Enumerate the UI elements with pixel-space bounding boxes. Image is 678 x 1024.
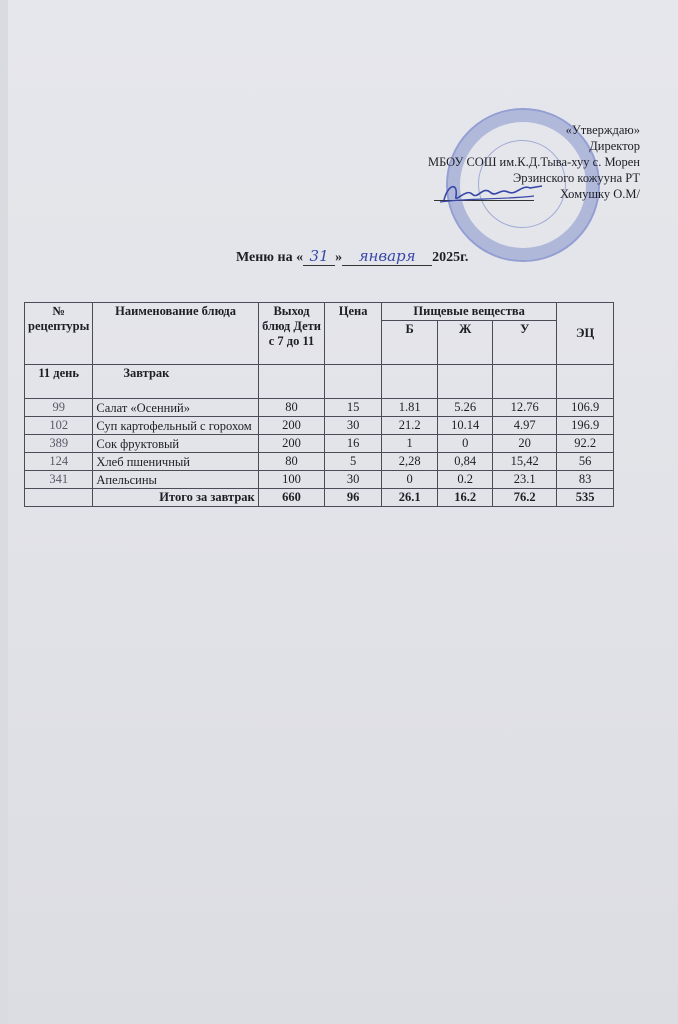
total-ec: 535 — [557, 489, 614, 507]
empty-cell — [557, 365, 614, 399]
row-u: 4.97 — [493, 417, 557, 435]
section-day: 11 день — [25, 365, 93, 399]
empty-cell — [25, 489, 93, 507]
row-name: Хлеб пшеничный — [93, 453, 258, 471]
row-zh: 0 — [438, 435, 493, 453]
row-zh: 10.14 — [438, 417, 493, 435]
row-price: 30 — [325, 471, 382, 489]
total-zh: 16.2 — [438, 489, 493, 507]
header-output: Выход блюд Дети с 7 до 11 — [258, 303, 325, 365]
row-name: Апельсины — [93, 471, 258, 489]
header-name: Наименование блюда — [93, 303, 258, 365]
row-ec: 83 — [557, 471, 614, 489]
header-ec: ЭЦ — [557, 303, 614, 365]
section-row — [25, 365, 614, 399]
handwritten-signature — [438, 178, 548, 208]
row-u: 20 — [493, 435, 557, 453]
header-recipe: № рецептуры — [25, 303, 93, 365]
total-u: 76.2 — [493, 489, 557, 507]
empty-cell — [493, 365, 557, 399]
row-code: 102 — [25, 417, 93, 435]
title-mid: » — [335, 250, 343, 265]
table-row — [25, 471, 614, 489]
total-output: 660 — [258, 489, 325, 507]
row-code: 124 — [25, 453, 93, 471]
header-row — [25, 303, 614, 321]
row-price: 16 — [325, 435, 382, 453]
row-code: 341 — [25, 471, 93, 489]
approval-line-1: «Утверждаю» — [565, 123, 640, 137]
row-code: 99 — [25, 399, 93, 417]
row-ec: 196.9 — [557, 417, 614, 435]
row-zh: 5.26 — [438, 399, 493, 417]
approval-line-3: МБОУ СОШ им.К.Д.Тыва-хуу с. Морен — [427, 155, 640, 169]
header-nutrients: Пищевые вещества — [382, 303, 557, 321]
title-suffix: 2025г. — [432, 250, 469, 265]
title-prefix: Меню на « — [236, 250, 304, 265]
row-u: 23.1 — [493, 471, 557, 489]
row-zh: 0.2 — [438, 471, 493, 489]
table-row — [25, 435, 614, 453]
row-b: 1.81 — [382, 399, 438, 417]
row-name: Салат «Осенний» — [93, 399, 258, 417]
total-row — [25, 489, 614, 507]
header-b: Б — [382, 321, 438, 365]
row-name: Суп картофельный с горохом — [93, 417, 258, 435]
row-b: 2,28 — [382, 453, 438, 471]
title-month: января — [342, 247, 432, 266]
header-u: У — [493, 321, 557, 365]
row-u: 12.76 — [493, 399, 557, 417]
row-ec: 106.9 — [557, 399, 614, 417]
row-output: 80 — [258, 453, 325, 471]
row-price: 30 — [325, 417, 382, 435]
menu-table — [24, 302, 614, 507]
title-day: 31 — [303, 247, 335, 266]
table-row — [25, 453, 614, 471]
row-output: 200 — [258, 435, 325, 453]
empty-cell — [382, 365, 438, 399]
row-price: 15 — [325, 399, 382, 417]
table-row — [25, 399, 614, 417]
empty-cell — [325, 365, 382, 399]
total-b: 26.1 — [382, 489, 438, 507]
approval-line-2: Директор — [589, 139, 640, 153]
row-ec: 92.2 — [557, 435, 614, 453]
row-output: 100 — [258, 471, 325, 489]
row-zh: 0,84 — [438, 453, 493, 471]
section-meal: Завтрак — [93, 365, 258, 399]
total-label: Итого за завтрак — [93, 489, 258, 507]
table-row — [25, 417, 614, 435]
row-code: 389 — [25, 435, 93, 453]
row-price: 5 — [325, 453, 382, 471]
row-b: 0 — [382, 471, 438, 489]
row-output: 80 — [258, 399, 325, 417]
total-price: 96 — [325, 489, 382, 507]
empty-cell — [258, 365, 325, 399]
header-price: Цена — [325, 303, 382, 365]
row-name: Сок фруктовый — [93, 435, 258, 453]
row-output: 200 — [258, 417, 325, 435]
approval-line-5: Хомушку О.М/ — [559, 187, 640, 201]
menu-title — [236, 247, 468, 266]
row-b: 1 — [382, 435, 438, 453]
approval-line-4: Эрзинского кожууна РТ — [512, 171, 640, 185]
row-b: 21.2 — [382, 417, 438, 435]
header-zh: Ж — [438, 321, 493, 365]
row-ec: 56 — [557, 453, 614, 471]
row-u: 15,42 — [493, 453, 557, 471]
empty-cell — [438, 365, 493, 399]
